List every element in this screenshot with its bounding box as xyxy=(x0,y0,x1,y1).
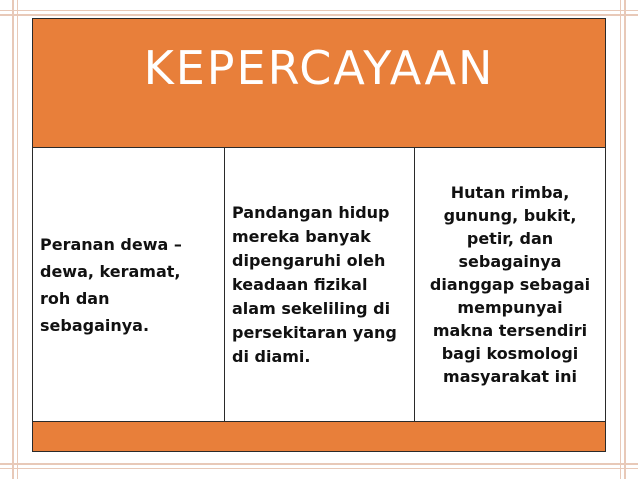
table-footer-row xyxy=(33,421,605,451)
decorative-frame-line xyxy=(0,10,638,11)
table-cell-deities xyxy=(33,148,224,421)
decorative-frame-line xyxy=(0,463,638,465)
decorative-frame-line xyxy=(0,14,638,16)
content-table xyxy=(32,18,606,452)
decorative-frame-line xyxy=(17,0,18,479)
table-body-row xyxy=(33,148,605,421)
decorative-frame-line xyxy=(620,0,621,479)
slide-title: KEPERCAYAAN xyxy=(143,41,495,95)
cell-text: Hutan rimba, gunung, bukit, petir, dan sebagainya dianggap sebagai mempunyai makna tersendiri bagi kosmologi masyarakat ini xyxy=(429,183,591,386)
table-cell-nature xyxy=(415,148,605,421)
decorative-frame-line xyxy=(0,468,638,469)
decorative-frame-line xyxy=(624,0,626,479)
decorative-frame-line xyxy=(12,0,14,479)
table-header-row xyxy=(33,19,605,148)
table-cell-worldview xyxy=(224,148,415,421)
cell-text: Pandangan hidup mereka banyak dipengaruhi oleh keadaan fizikal alam sekeliling di persekitaran yang di diami. xyxy=(232,202,397,366)
cell-text: Peranan dewa – dewa, keramat, roh dan sebagainya. xyxy=(40,234,182,335)
